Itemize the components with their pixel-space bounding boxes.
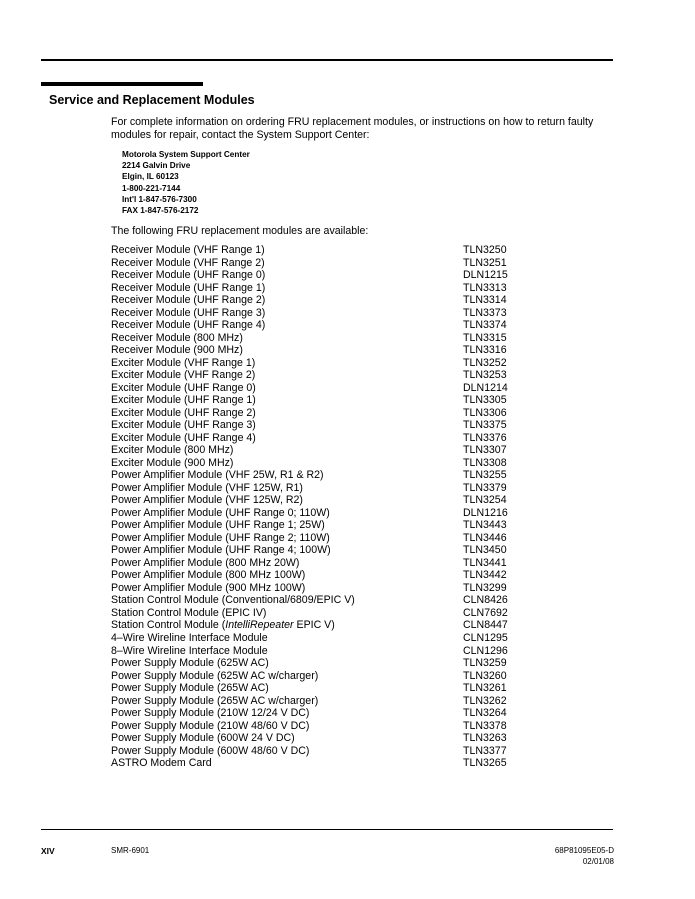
module-row — [111, 419, 531, 432]
module-name: Exciter Module (800 MHz) — [111, 444, 234, 457]
module-row — [111, 369, 531, 382]
module-name: Power Amplifier Module (VHF 125W, R1) — [111, 481, 303, 494]
module-row — [111, 457, 531, 470]
intro-paragraph: For complete information on ordering FRU replacement modules, or instructions on how to return faulty modules for repair, contact the System Support Center: — [111, 116, 594, 141]
module-part-number: TLN3308 — [463, 456, 507, 469]
module-row — [111, 332, 531, 345]
module-name: Exciter Module (UHF Range 1) — [111, 394, 256, 407]
module-row — [111, 282, 531, 295]
module-row — [111, 269, 531, 282]
module-part-number: TLN3313 — [463, 281, 507, 294]
module-part-number: TLN3377 — [463, 744, 507, 757]
module-name: Station Control Module (Conventional/6809/EPIC V) — [111, 594, 355, 607]
module-row — [111, 695, 531, 708]
module-name: Exciter Module (VHF Range 1) — [111, 356, 256, 369]
module-name: Power Amplifier Module (UHF Range 2; 110W) — [111, 531, 330, 544]
section-title: Service and Replacement Modules — [49, 93, 255, 107]
module-name: Power Supply Module (625W AC w/charger) — [111, 669, 319, 682]
module-name: Receiver Module (UHF Range 0) — [111, 269, 266, 282]
module-row — [111, 382, 531, 395]
module-part-number: TLN3446 — [463, 531, 507, 544]
module-row — [111, 257, 531, 270]
page-number: XIV — [41, 846, 55, 856]
module-row — [111, 319, 531, 332]
module-part-number: CLN8447 — [463, 619, 508, 632]
support-center-address — [122, 149, 250, 216]
document-number: 68P81095E05-D — [554, 846, 614, 855]
module-name: Receiver Module (UHF Range 1) — [111, 281, 266, 294]
module-part-number: CLN7692 — [463, 606, 508, 619]
module-row — [111, 619, 531, 632]
module-row — [111, 569, 531, 582]
module-row — [111, 720, 531, 733]
module-part-number: TLN3375 — [463, 419, 507, 432]
module-name: Power Amplifier Module (UHF Range 1; 25W) — [111, 519, 325, 532]
module-row — [111, 519, 531, 532]
module-part-number: TLN3305 — [463, 394, 507, 407]
module-part-number: TLN3316 — [463, 344, 507, 357]
module-part-number: TLN3265 — [463, 757, 507, 770]
module-part-number: TLN3252 — [463, 356, 507, 369]
module-part-number: TLN3441 — [463, 556, 507, 569]
module-part-number: TLN3260 — [463, 669, 507, 682]
module-part-number: TLN3253 — [463, 369, 507, 382]
address-line: 1-800-221-7144 — [122, 183, 181, 193]
module-name: ASTRO Modem Card — [111, 757, 212, 770]
module-row — [111, 532, 531, 545]
module-row — [111, 607, 531, 620]
module-name: Receiver Module (800 MHz) — [111, 331, 243, 344]
module-name: Exciter Module (900 MHz) — [111, 456, 234, 469]
module-name: Exciter Module (UHF Range 0) — [111, 381, 256, 394]
module-row — [111, 307, 531, 320]
module-part-number: TLN3443 — [463, 519, 507, 532]
module-name: Power Amplifier Module (VHF 125W, R2) — [111, 494, 303, 507]
module-row — [111, 407, 531, 420]
module-row — [111, 357, 531, 370]
module-row — [111, 745, 531, 758]
module-row — [111, 244, 531, 257]
module-row — [111, 645, 531, 658]
module-part-number: TLN3254 — [463, 494, 507, 507]
module-row — [111, 582, 531, 595]
module-part-number: TLN3442 — [463, 569, 507, 582]
module-name: 8–Wire Wireline Interface Module — [111, 644, 268, 657]
module-row — [111, 444, 531, 457]
module-row — [111, 344, 531, 357]
module-row — [111, 707, 531, 720]
module-part-number: TLN3262 — [463, 694, 507, 707]
module-name: Power Amplifier Module (UHF Range 4; 100W) — [111, 544, 331, 557]
list-intro: The following FRU replacement modules are available: — [111, 225, 369, 237]
top-rule — [41, 59, 613, 61]
module-row — [111, 594, 531, 607]
module-name: 4–Wire Wireline Interface Module — [111, 631, 268, 644]
module-part-number: TLN3307 — [463, 444, 507, 457]
module-name: Receiver Module (VHF Range 2) — [111, 256, 265, 269]
module-name: Power Supply Module (600W 24 V DC) — [111, 732, 295, 745]
module-list — [111, 244, 531, 770]
module-row — [111, 682, 531, 695]
module-name: Station Control Module (EPIC IV) — [111, 606, 267, 619]
heading-bar — [41, 82, 203, 86]
module-part-number: TLN3373 — [463, 306, 507, 319]
address-line: FAX 1-847-576-2172 — [122, 206, 199, 216]
module-row — [111, 494, 531, 507]
module-name: Receiver Module (UHF Range 2) — [111, 294, 266, 307]
module-part-number: CLN1296 — [463, 644, 508, 657]
module-row — [111, 294, 531, 307]
module-part-number: TLN3379 — [463, 481, 507, 494]
module-part-number: TLN3376 — [463, 431, 507, 444]
module-part-number: TLN3450 — [463, 544, 507, 557]
module-part-number: TLN3255 — [463, 469, 507, 482]
module-part-number: DLN1216 — [463, 506, 508, 519]
module-part-number: TLN3250 — [463, 244, 507, 256]
module-part-number: TLN3259 — [463, 657, 507, 670]
document-date: 02/01/08 — [582, 857, 614, 866]
module-name: Receiver Module (UHF Range 4) — [111, 319, 266, 332]
module-name: Power Supply Module (600W 48/60 V DC) — [111, 744, 310, 757]
module-name: Power Amplifier Module (800 MHz 100W) — [111, 569, 306, 582]
module-part-number: TLN3263 — [463, 732, 507, 745]
module-part-number: CLN1295 — [463, 631, 508, 644]
module-part-number: DLN1215 — [463, 269, 508, 282]
module-part-number: TLN3378 — [463, 719, 507, 732]
module-name: Power Supply Module (210W 12/24 V DC) — [111, 707, 310, 720]
module-name: Power Supply Module (210W 48/60 V DC) — [111, 719, 310, 732]
module-row — [111, 757, 531, 770]
module-row — [111, 507, 531, 520]
module-row — [111, 432, 531, 445]
module-part-number: DLN1214 — [463, 381, 508, 394]
address-line: Elgin, IL 60123 — [122, 172, 179, 182]
document-code: SMR-6901 — [111, 846, 150, 855]
module-part-number: CLN8426 — [463, 594, 508, 607]
module-row — [111, 544, 531, 557]
address-line: 2214 Galvin Drive — [122, 161, 191, 171]
module-row — [111, 632, 531, 645]
module-name: Power Amplifier Module (900 MHz 100W) — [111, 581, 306, 594]
module-part-number: TLN3251 — [463, 256, 507, 269]
module-part-number: TLN3374 — [463, 319, 507, 332]
module-name: Receiver Module (UHF Range 3) — [111, 306, 266, 319]
module-row — [111, 657, 531, 670]
module-name: Power Supply Module (625W AC) — [111, 657, 269, 670]
module-part-number: TLN3299 — [463, 581, 507, 594]
module-name: Exciter Module (UHF Range 3) — [111, 419, 256, 432]
bottom-rule — [41, 829, 613, 830]
module-name: Receiver Module (900 MHz) — [111, 344, 243, 357]
module-row — [111, 469, 531, 482]
module-name: Receiver Module (VHF Range 1) — [111, 244, 265, 256]
module-name: Power Amplifier Module (800 MHz 20W) — [111, 556, 300, 569]
address-line: Int'l 1-847-576-7300 — [122, 194, 197, 204]
module-name: Power Supply Module (265W AC w/charger) — [111, 694, 319, 707]
module-name: Station Control Module (IntelliRepeater EPIC V) — [111, 619, 335, 632]
module-name: Power Supply Module (265W AC) — [111, 682, 269, 695]
module-name: Exciter Module (VHF Range 2) — [111, 369, 256, 382]
module-part-number: TLN3315 — [463, 331, 507, 344]
module-row — [111, 557, 531, 570]
module-row — [111, 482, 531, 495]
module-part-number: TLN3264 — [463, 707, 507, 720]
module-name: Exciter Module (UHF Range 2) — [111, 406, 256, 419]
address-line: Motorola System Support Center — [122, 150, 250, 159]
module-part-number: TLN3314 — [463, 294, 507, 307]
module-name: Power Amplifier Module (VHF 25W, R1 & R2) — [111, 469, 324, 482]
module-name: Power Amplifier Module (UHF Range 0; 110W) — [111, 506, 330, 519]
module-row — [111, 670, 531, 683]
module-name: Exciter Module (UHF Range 4) — [111, 431, 256, 444]
module-part-number: TLN3261 — [463, 682, 507, 695]
module-part-number: TLN3306 — [463, 406, 507, 419]
module-row — [111, 394, 531, 407]
module-row — [111, 732, 531, 745]
